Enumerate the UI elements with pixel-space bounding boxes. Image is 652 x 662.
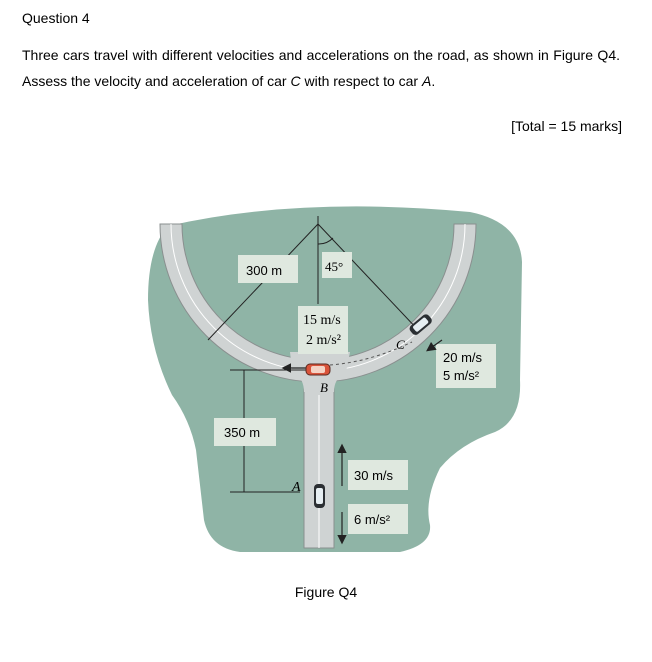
figure-caption: Figure Q4 bbox=[294, 584, 358, 600]
car-c-velocity: 20 m/s bbox=[443, 350, 483, 365]
car-c-acceleration: 5 m/s² bbox=[443, 368, 480, 383]
car-b-acceleration: 2 m/s² bbox=[306, 333, 341, 348]
total-marks: [Total = 15 marks] bbox=[511, 118, 622, 134]
car-b-icon bbox=[306, 364, 330, 375]
question-car-a-symbol: A bbox=[421, 73, 432, 89]
question-text-part: with respect to car bbox=[300, 73, 422, 89]
car-a-acceleration: 6 m/s² bbox=[354, 512, 391, 527]
dist-a-label: 350 m bbox=[224, 425, 261, 440]
car-a-velocity: 30 m/s bbox=[354, 468, 394, 483]
car-b-label: B bbox=[320, 380, 328, 395]
car-a-label: A bbox=[292, 480, 301, 495]
question-text-part: Three cars travel with different velocities and accelerations on the road, as shown in Figure Q4. Assess the velocity and acceleration of car bbox=[22, 47, 620, 89]
car-c-label: C bbox=[396, 337, 405, 352]
question-car-c-symbol: C bbox=[290, 73, 301, 89]
question-text-part: . bbox=[431, 73, 436, 89]
car-a-icon bbox=[314, 484, 325, 508]
angle-label: 45° bbox=[325, 259, 344, 274]
radius-label: 300 m bbox=[246, 263, 283, 278]
question-heading: Question 4 bbox=[22, 10, 90, 26]
car-b-velocity: 15 m/s bbox=[303, 313, 341, 328]
